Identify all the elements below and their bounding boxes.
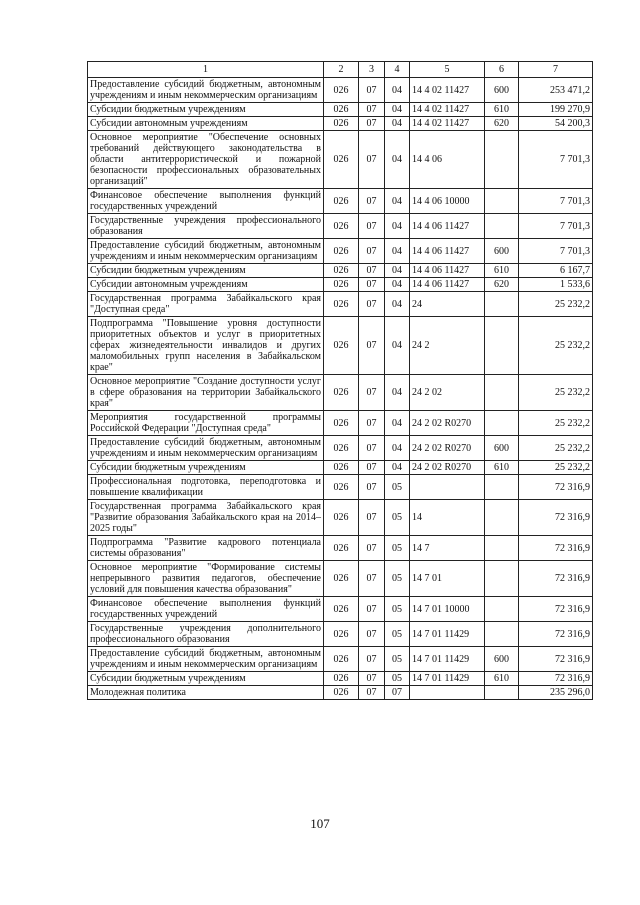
cell-section-code: 07 xyxy=(359,622,385,647)
cell-expense-type xyxy=(485,622,519,647)
cell-amount: 6 167,7 xyxy=(519,264,593,278)
cell-ved-code: 026 xyxy=(324,264,359,278)
cell-target-article: 14 4 06 11427 xyxy=(410,214,485,239)
table-row xyxy=(88,264,593,278)
cell-subsection-code: 04 xyxy=(385,78,410,103)
cell-ved-code: 026 xyxy=(324,278,359,292)
cell-expense-type xyxy=(485,292,519,317)
cell-name: Профессиональная подготовка, переподготовка и повышение квалификации xyxy=(88,475,324,500)
cell-expense-type: 600 xyxy=(485,647,519,672)
cell-expense-type xyxy=(485,214,519,239)
cell-section-code: 07 xyxy=(359,239,385,264)
cell-section-code: 07 xyxy=(359,561,385,597)
cell-expense-type: 610 xyxy=(485,103,519,117)
cell-amount: 72 316,9 xyxy=(519,561,593,597)
table-row xyxy=(88,686,593,700)
cell-subsection-code: 04 xyxy=(385,411,410,436)
cell-target-article: 14 7 01 11429 xyxy=(410,622,485,647)
cell-ved-code: 026 xyxy=(324,214,359,239)
cell-name: Молодежная политика xyxy=(88,686,324,700)
cell-target-article: 14 7 xyxy=(410,536,485,561)
cell-ved-code: 026 xyxy=(324,117,359,131)
cell-target-article: 14 4 06 10000 xyxy=(410,189,485,214)
cell-subsection-code: 07 xyxy=(385,686,410,700)
cell-name: Мероприятия государственной программы Российской Федерации "Доступная среда" xyxy=(88,411,324,436)
header-col-2: 2 xyxy=(324,62,359,78)
cell-ved-code: 026 xyxy=(324,597,359,622)
cell-expense-type: 600 xyxy=(485,78,519,103)
cell-expense-type xyxy=(485,317,519,375)
cell-expense-type xyxy=(485,686,519,700)
cell-name: Субсидии бюджетным учреждениям xyxy=(88,103,324,117)
cell-section-code: 07 xyxy=(359,375,385,411)
table-row xyxy=(88,597,593,622)
cell-target-article: 14 7 01 11429 xyxy=(410,647,485,672)
cell-ved-code: 026 xyxy=(324,189,359,214)
cell-target-article: 14 4 02 11427 xyxy=(410,103,485,117)
cell-expense-type xyxy=(485,411,519,436)
table-row xyxy=(88,214,593,239)
header-col-4: 4 xyxy=(385,62,410,78)
cell-target-article: 14 4 06 11427 xyxy=(410,278,485,292)
cell-target-article: 24 2 02 R0270 xyxy=(410,411,485,436)
table-row xyxy=(88,461,593,475)
cell-expense-type xyxy=(485,475,519,500)
cell-subsection-code: 04 xyxy=(385,317,410,375)
cell-name: Государственные учреждения профессионального образования xyxy=(88,214,324,239)
table-row xyxy=(88,117,593,131)
cell-expense-type xyxy=(485,597,519,622)
cell-section-code: 07 xyxy=(359,536,385,561)
cell-target-article: 14 4 06 xyxy=(410,131,485,189)
cell-amount: 25 232,2 xyxy=(519,375,593,411)
cell-ved-code: 026 xyxy=(324,411,359,436)
table-row xyxy=(88,411,593,436)
cell-subsection-code: 04 xyxy=(385,461,410,475)
cell-expense-type xyxy=(485,536,519,561)
cell-amount: 25 232,2 xyxy=(519,436,593,461)
cell-subsection-code: 05 xyxy=(385,536,410,561)
header-col-1: 1 xyxy=(88,62,324,78)
cell-subsection-code: 05 xyxy=(385,672,410,686)
cell-section-code: 07 xyxy=(359,117,385,131)
cell-subsection-code: 04 xyxy=(385,117,410,131)
table-row xyxy=(88,375,593,411)
cell-subsection-code: 04 xyxy=(385,375,410,411)
cell-amount: 7 701,3 xyxy=(519,214,593,239)
cell-name: Государственная программа Забайкальского края "Доступная среда" xyxy=(88,292,324,317)
cell-expense-type: 610 xyxy=(485,672,519,686)
cell-subsection-code: 04 xyxy=(385,214,410,239)
cell-target-article: 24 xyxy=(410,292,485,317)
header-col-3: 3 xyxy=(359,62,385,78)
cell-target-article: 14 7 01 xyxy=(410,561,485,597)
cell-ved-code: 026 xyxy=(324,78,359,103)
header-col-6: 6 xyxy=(485,62,519,78)
table-row xyxy=(88,500,593,536)
table-row xyxy=(88,103,593,117)
table-row xyxy=(88,278,593,292)
cell-name: Основное мероприятие "Обеспечение основных требований действующего законодательства в области антитеррористической и пожарной безопасности профессиональных образовательных организаций" xyxy=(88,131,324,189)
cell-name: Субсидии автономным учреждениям xyxy=(88,117,324,131)
cell-subsection-code: 04 xyxy=(385,278,410,292)
table-row xyxy=(88,317,593,375)
cell-ved-code: 026 xyxy=(324,461,359,475)
table-row xyxy=(88,561,593,597)
cell-subsection-code: 04 xyxy=(385,131,410,189)
cell-name: Субсидии бюджетным учреждениям xyxy=(88,264,324,278)
cell-target-article: 14 7 01 11429 xyxy=(410,672,485,686)
table-row xyxy=(88,292,593,317)
cell-section-code: 07 xyxy=(359,292,385,317)
table-row xyxy=(88,189,593,214)
cell-amount: 25 232,2 xyxy=(519,292,593,317)
budget-table xyxy=(87,61,593,700)
cell-target-article: 24 2 02 R0270 xyxy=(410,461,485,475)
cell-expense-type xyxy=(485,500,519,536)
page-number: 107 xyxy=(310,816,330,831)
cell-ved-code: 026 xyxy=(324,647,359,672)
cell-ved-code: 026 xyxy=(324,686,359,700)
table-row xyxy=(88,475,593,500)
cell-target-article xyxy=(410,475,485,500)
cell-section-code: 07 xyxy=(359,103,385,117)
cell-section-code: 07 xyxy=(359,647,385,672)
table-row xyxy=(88,239,593,264)
cell-name: Государственная программа Забайкальского края "Развитие образования Забайкальского края на 2014–2025 годы" xyxy=(88,500,324,536)
cell-name: Субсидии автономным учреждениям xyxy=(88,278,324,292)
cell-expense-type xyxy=(485,131,519,189)
cell-amount: 72 316,9 xyxy=(519,597,593,622)
cell-amount: 72 316,9 xyxy=(519,475,593,500)
cell-subsection-code: 05 xyxy=(385,500,410,536)
cell-amount: 72 316,9 xyxy=(519,622,593,647)
cell-amount: 253 471,2 xyxy=(519,78,593,103)
table-row xyxy=(88,436,593,461)
cell-name: Предоставление субсидий бюджетным, автономным учреждениям и иным некоммерческим организациям xyxy=(88,78,324,103)
cell-target-article xyxy=(410,686,485,700)
cell-amount: 25 232,2 xyxy=(519,317,593,375)
cell-ved-code: 026 xyxy=(324,375,359,411)
cell-ved-code: 026 xyxy=(324,475,359,500)
cell-name: Финансовое обеспечение выполнения функций государственных учреждений xyxy=(88,189,324,214)
cell-amount: 25 232,2 xyxy=(519,461,593,475)
table-row xyxy=(88,78,593,103)
cell-amount: 199 270,9 xyxy=(519,103,593,117)
cell-section-code: 07 xyxy=(359,475,385,500)
cell-ved-code: 026 xyxy=(324,561,359,597)
cell-section-code: 07 xyxy=(359,264,385,278)
cell-subsection-code: 04 xyxy=(385,264,410,278)
cell-target-article: 24 2 02 xyxy=(410,375,485,411)
cell-expense-type xyxy=(485,561,519,597)
cell-section-code: 07 xyxy=(359,686,385,700)
cell-expense-type: 600 xyxy=(485,436,519,461)
cell-name: Основное мероприятие "Формирование системы непрерывного развития педагогов, обеспечение условий для повышения качества образования" xyxy=(88,561,324,597)
cell-subsection-code: 05 xyxy=(385,647,410,672)
cell-amount: 235 296,0 xyxy=(519,686,593,700)
cell-section-code: 07 xyxy=(359,411,385,436)
cell-amount: 72 316,9 xyxy=(519,500,593,536)
cell-subsection-code: 05 xyxy=(385,561,410,597)
table-row xyxy=(88,672,593,686)
cell-section-code: 07 xyxy=(359,131,385,189)
cell-subsection-code: 05 xyxy=(385,475,410,500)
cell-section-code: 07 xyxy=(359,461,385,475)
cell-expense-type xyxy=(485,375,519,411)
cell-target-article: 14 xyxy=(410,500,485,536)
cell-ved-code: 026 xyxy=(324,239,359,264)
cell-name: Подпрограмма "Повышение уровня доступности приоритетных объектов и услуг в приоритетных сферах жизнедеятельности инвалидов и других маломобильных групп населения в Забайкальском крае" xyxy=(88,317,324,375)
cell-section-code: 07 xyxy=(359,672,385,686)
cell-expense-type: 620 xyxy=(485,117,519,131)
cell-subsection-code: 04 xyxy=(385,189,410,214)
cell-subsection-code: 05 xyxy=(385,597,410,622)
cell-amount: 25 232,2 xyxy=(519,411,593,436)
cell-ved-code: 026 xyxy=(324,436,359,461)
cell-amount: 54 200,3 xyxy=(519,117,593,131)
header-col-5: 5 xyxy=(410,62,485,78)
cell-section-code: 07 xyxy=(359,317,385,375)
cell-expense-type: 610 xyxy=(485,264,519,278)
cell-subsection-code: 04 xyxy=(385,436,410,461)
cell-name: Основное мероприятие "Создание доступности услуг в сфере образования на территории Забайкальского края" xyxy=(88,375,324,411)
cell-amount: 72 316,9 xyxy=(519,536,593,561)
cell-subsection-code: 04 xyxy=(385,239,410,264)
cell-amount: 7 701,3 xyxy=(519,239,593,264)
cell-name: Предоставление субсидий бюджетным, автономным учреждениям и иным некоммерческим организациям xyxy=(88,436,324,461)
cell-ved-code: 026 xyxy=(324,317,359,375)
table-body xyxy=(88,78,593,700)
cell-ved-code: 026 xyxy=(324,672,359,686)
cell-amount: 7 701,3 xyxy=(519,189,593,214)
cell-ved-code: 026 xyxy=(324,622,359,647)
cell-name: Субсидии бюджетным учреждениям xyxy=(88,461,324,475)
cell-subsection-code: 05 xyxy=(385,622,410,647)
cell-name: Субсидии бюджетным учреждениям xyxy=(88,672,324,686)
cell-name: Государственные учреждения дополнительного профессионального образования xyxy=(88,622,324,647)
cell-section-code: 07 xyxy=(359,597,385,622)
cell-section-code: 07 xyxy=(359,278,385,292)
cell-section-code: 07 xyxy=(359,214,385,239)
cell-expense-type: 610 xyxy=(485,461,519,475)
cell-ved-code: 026 xyxy=(324,103,359,117)
cell-ved-code: 026 xyxy=(324,292,359,317)
cell-target-article: 14 4 02 11427 xyxy=(410,117,485,131)
cell-name: Предоставление субсидий бюджетным, автономным учреждениям и иным некоммерческим организациям xyxy=(88,239,324,264)
cell-ved-code: 026 xyxy=(324,131,359,189)
cell-target-article: 14 7 01 10000 xyxy=(410,597,485,622)
cell-expense-type: 600 xyxy=(485,239,519,264)
cell-section-code: 07 xyxy=(359,436,385,461)
cell-ved-code: 026 xyxy=(324,500,359,536)
table-header-row xyxy=(88,62,593,78)
cell-name: Финансовое обеспечение выполнения функций государственных учреждений xyxy=(88,597,324,622)
cell-name: Подпрограмма "Развитие кадрового потенциала системы образования" xyxy=(88,536,324,561)
cell-amount: 72 316,9 xyxy=(519,647,593,672)
cell-expense-type xyxy=(485,189,519,214)
cell-name: Предоставление субсидий бюджетным, автономным учреждениям и иным некоммерческим организациям xyxy=(88,647,324,672)
cell-target-article: 14 4 02 11427 xyxy=(410,78,485,103)
cell-expense-type: 620 xyxy=(485,278,519,292)
cell-ved-code: 026 xyxy=(324,536,359,561)
table-row xyxy=(88,536,593,561)
cell-section-code: 07 xyxy=(359,500,385,536)
cell-amount: 7 701,3 xyxy=(519,131,593,189)
cell-amount: 1 533,6 xyxy=(519,278,593,292)
cell-subsection-code: 04 xyxy=(385,292,410,317)
cell-subsection-code: 04 xyxy=(385,103,410,117)
cell-section-code: 07 xyxy=(359,189,385,214)
cell-target-article: 24 2 xyxy=(410,317,485,375)
cell-section-code: 07 xyxy=(359,78,385,103)
table-row xyxy=(88,647,593,672)
table-row xyxy=(88,131,593,189)
table-row xyxy=(88,622,593,647)
cell-target-article: 14 4 06 11427 xyxy=(410,239,485,264)
header-col-7: 7 xyxy=(519,62,593,78)
cell-target-article: 14 4 06 11427 xyxy=(410,264,485,278)
cell-amount: 72 316,9 xyxy=(519,672,593,686)
cell-target-article: 24 2 02 R0270 xyxy=(410,436,485,461)
